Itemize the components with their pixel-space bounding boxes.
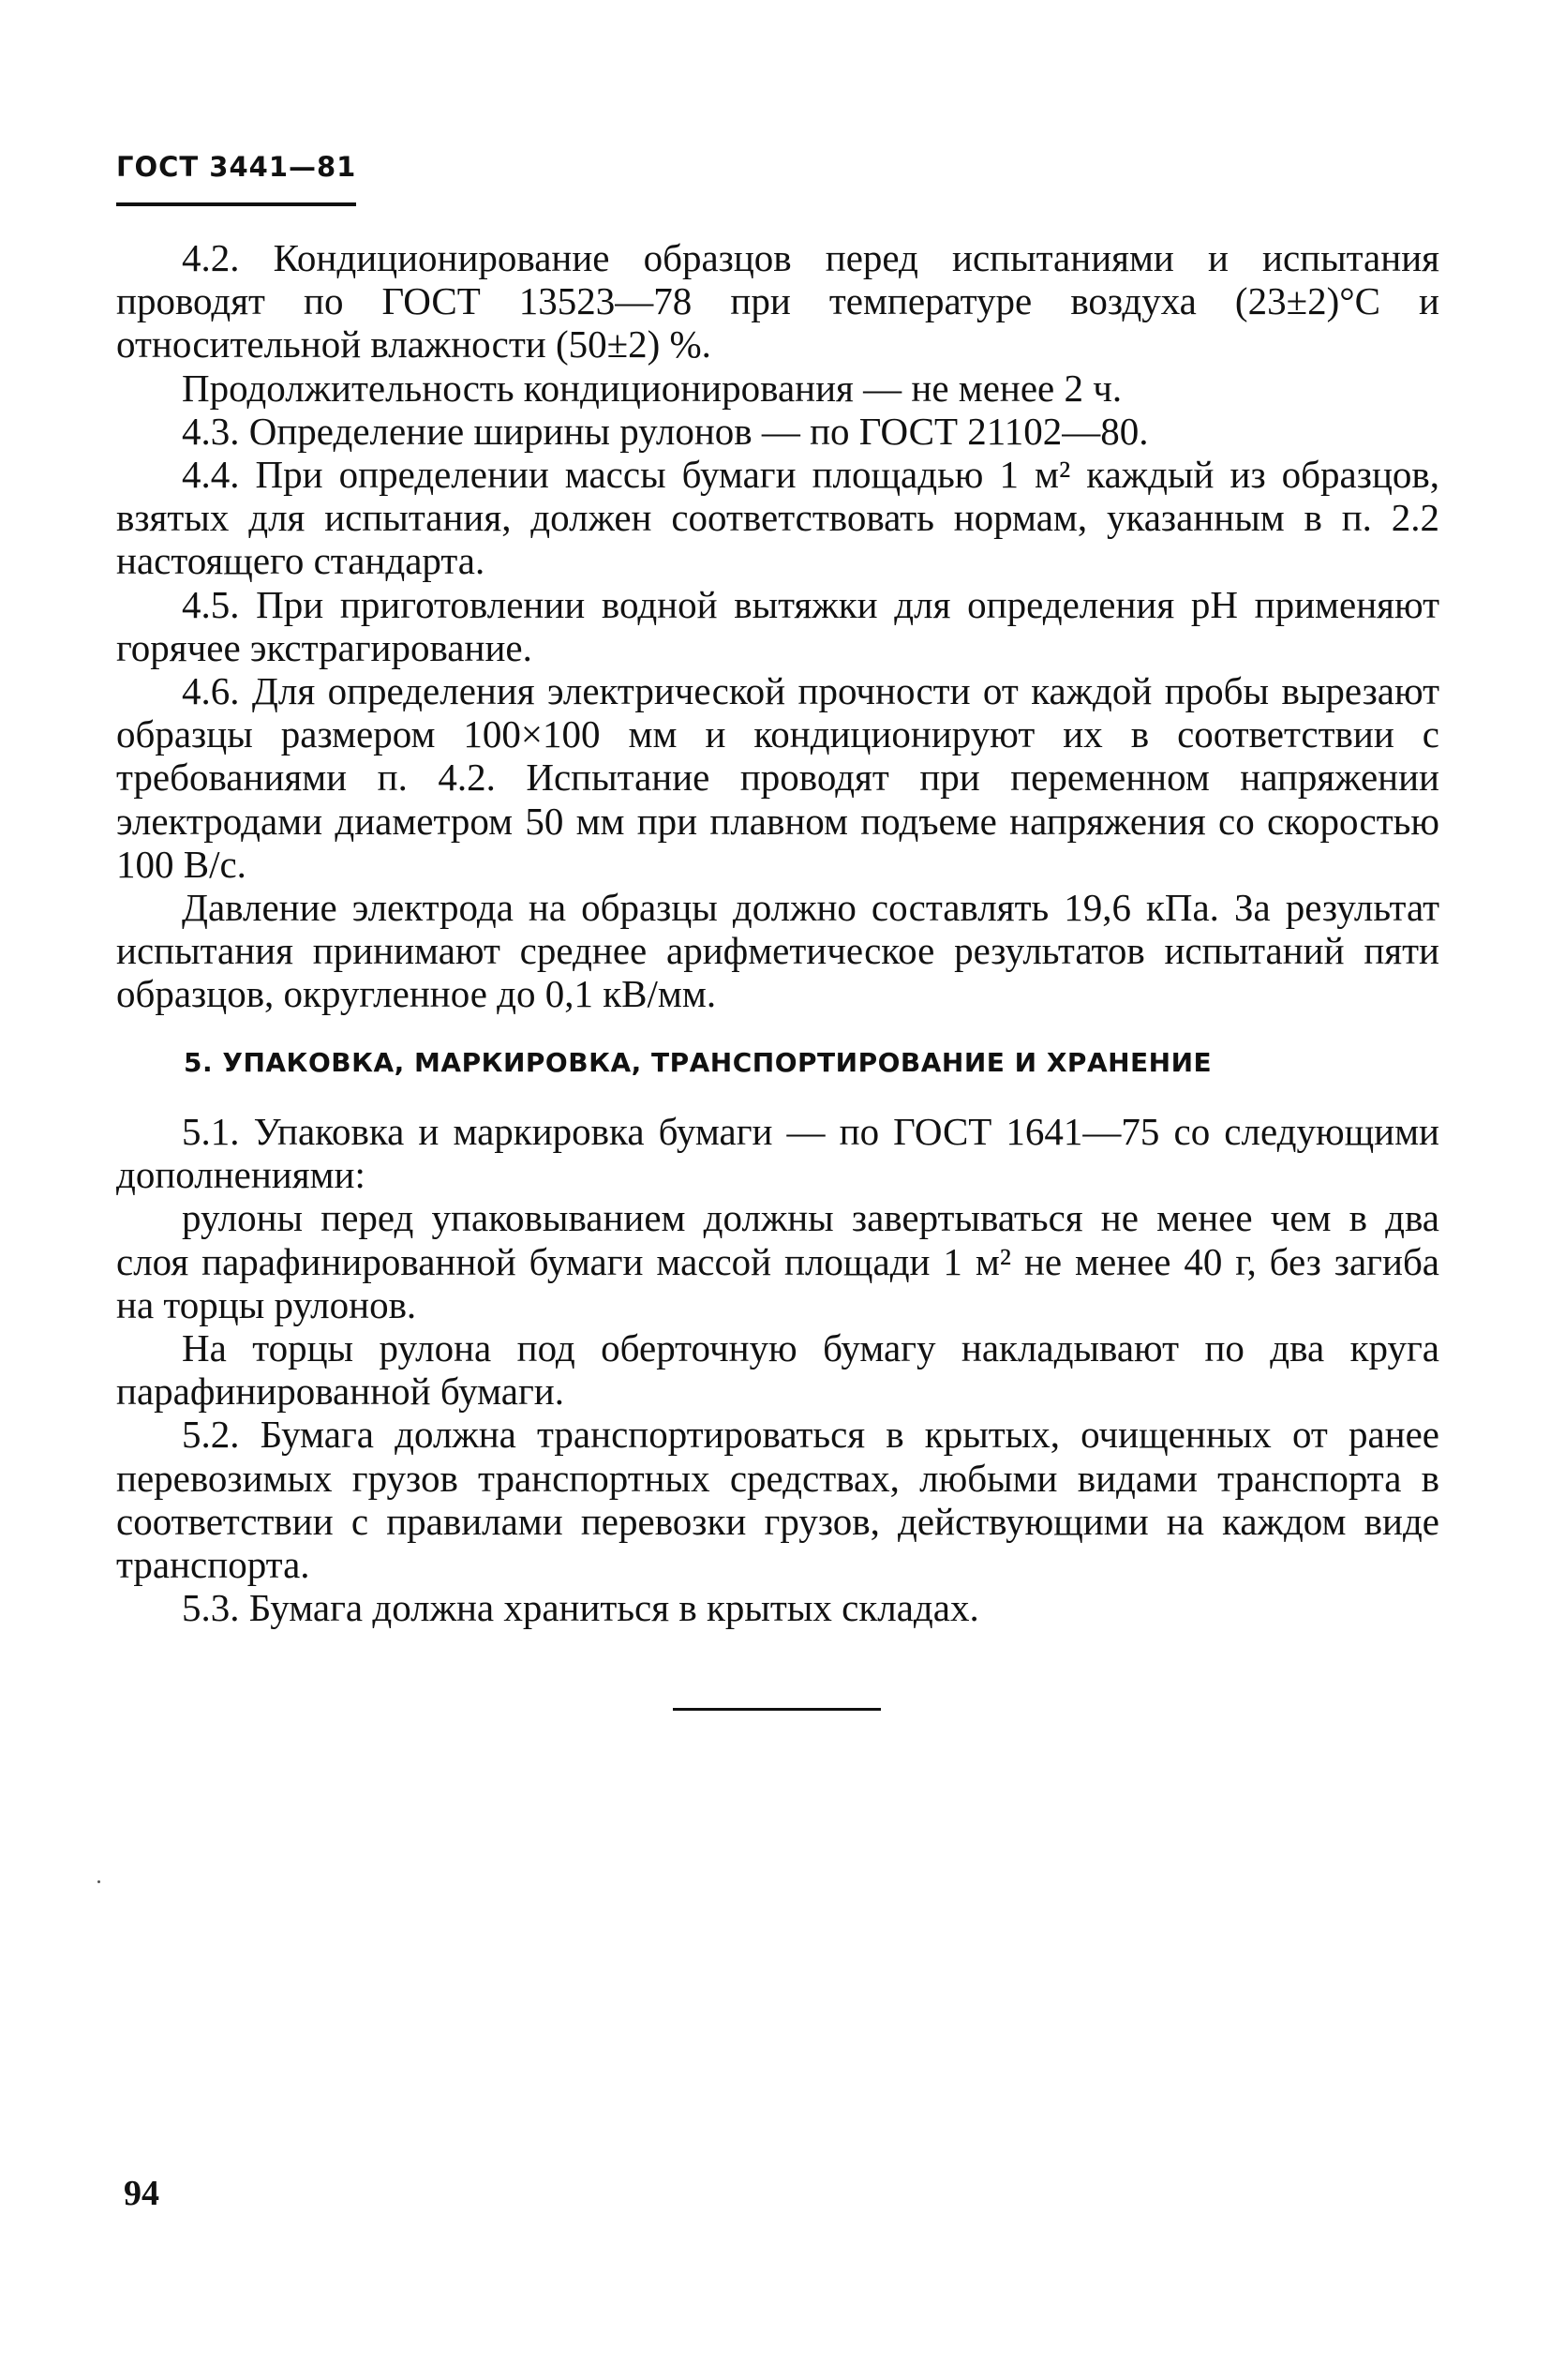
paragraph-5-1: 5.1. Упаковка и маркировка бумаги — по ГОСТ 1641—75 со следующими дополнениями:	[116, 1110, 1439, 1197]
section-5-heading: 5. УПАКОВКА, МАРКИРОВКА, ТРАНСПОРТИРОВАНИЕ И ХРАНЕНИЕ	[184, 1047, 1213, 1078]
page-number: 94	[124, 2174, 159, 2213]
scan-speck	[97, 1880, 100, 1883]
section-4-text	[116, 236, 1439, 1016]
standard-header: ГОСТ 3441—81	[116, 151, 357, 183]
paragraph-4-6-pressure: Давление электрода на образцы должно составлять 19,6 кПа. За результат испытания принимают среднее арифметическое результатов испытаний пяти образцов, округленное до 0,1 кВ/мм.	[116, 886, 1439, 1016]
paragraph-5-1-rolls: рулоны перед упаковыванием должны завертываться не менее чем в два слоя парафинированной бумаги массой площади 1 м² не менее 40 г, без загиба на торцы рулонов.	[116, 1196, 1439, 1326]
paragraph-5-1-ends: На торцы рулона под оберточную бумагу накладывают по два круга парафинированной бумаги.	[116, 1326, 1439, 1414]
paragraph-4-5: 4.5. При приготовлении водной вытяжки для определения pH применяют горячее экстрагирование.	[116, 582, 1439, 669]
paragraph-5-3: 5.3. Бумага должна храниться в крытых складах.	[182, 1586, 979, 1630]
paragraph-4-2-duration: Продолжительность кондиционирования — не менее 2 ч.	[182, 366, 1123, 410]
paragraph-4-3: 4.3. Определение ширины рулонов — по ГОСТ 21102—80.	[182, 409, 1149, 453]
end-of-text-rule	[673, 1708, 881, 1711]
section-5-text	[116, 1110, 1439, 1629]
paragraph-5-2: 5.2. Бумага должна транспортироваться в крытых, очищенных от ранее перевозимых грузов транспортных средствах, любыми видами транспорта в соответствии с правилами перевозки грузов, действующими на каждом виде транспорта.	[116, 1413, 1439, 1587]
header-underline	[116, 202, 356, 206]
paragraph-4-6: 4.6. Для определения электрической прочности от каждой пробы вырезают образцы размером 100×100 мм и кондиционируют их в соответствии с требованиями п. 4.2. Испытание проводят при переменном напряжении электродами диаметром 50 мм при плавном подъеме напряжения со скоростью 100 В/с.	[116, 669, 1439, 886]
paragraph-4-4: 4.4. При определении массы бумаги площадью 1 м² каждый из образцов, взятых для испытания, должен соответствовать нормам, указанным в п. 2.2 настоящего стандарта.	[116, 453, 1439, 583]
paragraph-4-2: 4.2. Кондиционирование образцов перед испытаниями и испытания проводят по ГОСТ 13523—78 при температуре воздуха (23±2)°С и относительной влажности (50±2) %.	[116, 236, 1439, 367]
